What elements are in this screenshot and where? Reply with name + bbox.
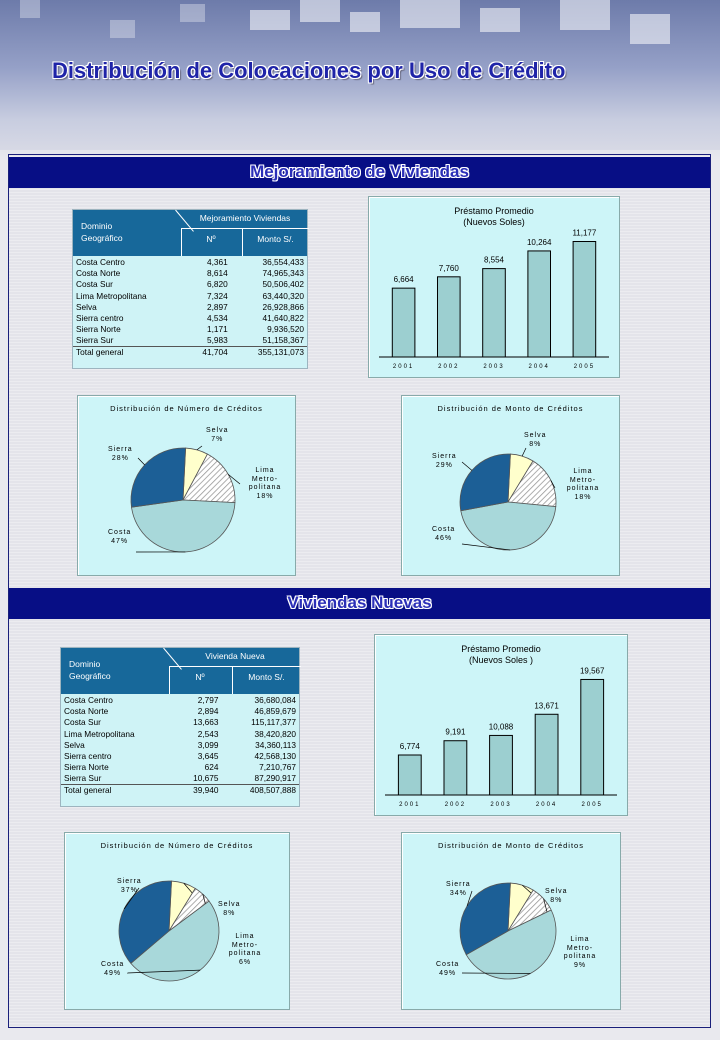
- table-cell: 1,171: [207, 324, 228, 335]
- slice-percent: 8%: [223, 909, 236, 917]
- bar: [535, 714, 558, 795]
- slice-name: Selva: [206, 427, 229, 434]
- slice-name: Selva: [524, 432, 547, 439]
- slice-label: [108, 529, 131, 546]
- table-total-row: [61, 784, 299, 795]
- table-cell: 2,894: [197, 705, 219, 716]
- bar-chart-prestamo-promedio: [374, 634, 628, 816]
- table-row: [73, 324, 307, 335]
- pie-chart-plot: [65, 833, 289, 1009]
- slice-name: Lima Metro-politana: [248, 467, 282, 491]
- col-group-header: Mejoramiento Viviendas: [181, 213, 309, 229]
- data-label: 10,088: [488, 722, 514, 732]
- table-row: [61, 705, 299, 716]
- leader-line: [138, 458, 145, 465]
- table-cell: 26,928,866: [262, 301, 304, 312]
- table-body: [61, 694, 299, 796]
- table-cell: Sierra Sur: [64, 773, 102, 784]
- slice-percent: 8%: [550, 896, 563, 904]
- slice-name: Selva: [545, 888, 568, 895]
- table-cell: Costa Sur: [64, 717, 101, 728]
- table-cell: 41,640,822: [262, 313, 304, 324]
- table-row: [61, 762, 299, 773]
- table-cell: Costa Centro: [76, 256, 125, 267]
- x-tick-label: 2002: [444, 802, 467, 808]
- table-cell: 7,324: [207, 290, 228, 301]
- section-title: Mejoramiento de Viviendas: [250, 162, 469, 181]
- table-row: [61, 773, 299, 784]
- col-header-dominio: Dominio Geográfico: [81, 221, 123, 243]
- table-cell: 4,534: [207, 313, 228, 324]
- col-header-dominio: Dominio Geográfico: [69, 659, 111, 681]
- col-header-monto: Monto S/.: [257, 234, 294, 244]
- data-label: 8,554: [483, 255, 505, 265]
- slice-name: Sierra: [446, 881, 471, 888]
- data-table: [72, 209, 308, 369]
- slice-label: [436, 961, 459, 978]
- table-cell: 7,210,767: [259, 762, 296, 773]
- slice-percent: 6%: [238, 958, 252, 966]
- table-cell: 2,543: [197, 728, 219, 739]
- table-cell: 51,158,367: [262, 335, 304, 346]
- slice-percent: 18%: [574, 493, 592, 501]
- bar: [392, 288, 415, 357]
- slice-percent: 47%: [111, 537, 129, 545]
- table-row: [73, 290, 307, 301]
- table-cell: Lima Metropolitana: [76, 290, 147, 301]
- decorative-tile: [480, 8, 520, 32]
- table-header: [61, 648, 299, 694]
- decorative-tile: [560, 0, 610, 30]
- pie-chart-monto-creditos: [401, 395, 620, 576]
- slice-name: Costa: [436, 961, 460, 968]
- table-cell: Selva: [64, 739, 85, 750]
- slice-name: Sierra: [108, 446, 133, 453]
- x-tick-label: 2004: [528, 364, 550, 370]
- table-row: [61, 750, 299, 761]
- slice-percent: 49%: [104, 969, 122, 977]
- table-cell: 41,704: [185, 346, 231, 357]
- table-row: [73, 335, 307, 346]
- pie-chart-numero-creditos: [77, 395, 296, 576]
- pie-slice: [460, 454, 510, 511]
- table-cell: 87,290,917: [254, 773, 296, 784]
- pie-chart-plot: [402, 833, 620, 1009]
- table-cell: 34,360,113: [255, 739, 296, 750]
- data-table: [60, 647, 300, 807]
- chart-subtitle: (Nuevos Soles ): [468, 655, 534, 665]
- table-cell: 39,940: [175, 784, 222, 795]
- table-header: [73, 210, 307, 256]
- slice-label: [206, 427, 229, 444]
- table-cell: Costa Centro: [64, 694, 113, 705]
- slice-percent: 9%: [573, 961, 587, 969]
- table-row: [73, 312, 307, 323]
- table-cell: 3,099: [197, 739, 219, 750]
- slice-name: Lima Metro-politana: [566, 468, 600, 492]
- chart-title: Distribución de Monto de Créditos: [437, 404, 584, 413]
- data-label: 7,760: [438, 263, 459, 273]
- table-row: [73, 267, 307, 278]
- page-header: [0, 0, 720, 150]
- chart-title: Distribución de Número de Créditos: [100, 841, 254, 850]
- table-cell: 63,440,320: [262, 290, 304, 301]
- bar: [581, 679, 604, 795]
- table-body: [73, 256, 307, 358]
- slice-label: [524, 432, 547, 449]
- slice-percent: 28%: [111, 454, 129, 462]
- x-tick-label: 2001: [399, 802, 421, 808]
- table-total-row: [73, 346, 307, 357]
- slice-percent: 37%: [120, 886, 138, 894]
- table-cell: 42,568,130: [254, 751, 296, 762]
- x-tick-label: 2005: [573, 364, 596, 370]
- slice-percent: 8%: [529, 440, 542, 448]
- slice-percent: 46%: [435, 534, 453, 542]
- table-cell: 355,131,073: [231, 346, 307, 357]
- table-cell: 2,797: [197, 694, 219, 705]
- table-cell: Costa Norte: [64, 705, 109, 716]
- chart-title-text: Préstamo Promedio: [461, 644, 541, 654]
- table-cell: Sierra Norte: [76, 324, 121, 335]
- bar-chart-plot: [369, 197, 619, 377]
- table-cell: 10,675: [193, 773, 219, 784]
- table-row: [73, 256, 307, 267]
- table-cell: 2,897: [207, 301, 228, 312]
- chart-title: Distribución de Número de Créditos: [110, 404, 263, 413]
- decorative-tile: [180, 4, 205, 22]
- slice-percent: 18%: [256, 492, 274, 500]
- table-cell: 13,663: [193, 717, 219, 728]
- leader-line: [462, 462, 472, 470]
- table-cell: Total general: [61, 784, 175, 795]
- slice-name: Costa: [101, 961, 125, 968]
- table-cell: Total general: [73, 346, 185, 357]
- pie-slice: [131, 448, 186, 507]
- col-group-header: Vivienda Nueva: [169, 651, 301, 667]
- slice-name: Lima Metro-politana: [228, 933, 262, 957]
- decorative-tile: [630, 14, 670, 44]
- data-label: 13,671: [534, 701, 559, 711]
- slice-label: [218, 901, 241, 918]
- table-cell: 46,859,679: [254, 705, 296, 716]
- slice-label: [565, 468, 601, 502]
- slice-label: [117, 878, 142, 895]
- slice-label: [247, 467, 283, 501]
- table-cell: Sierra centro: [64, 751, 112, 762]
- col-header-n: Nº: [195, 672, 205, 682]
- data-label: 6,664: [393, 275, 414, 285]
- table-row: [73, 279, 307, 290]
- col-header-n: Nº: [206, 234, 216, 244]
- bar: [444, 741, 467, 795]
- table-cell: 6,820: [207, 279, 228, 290]
- table-cell: 50,506,402: [262, 279, 304, 290]
- pie-slice: [131, 500, 234, 552]
- table-row: [61, 739, 299, 750]
- bar: [573, 242, 596, 357]
- decorative-tile: [110, 20, 135, 38]
- table-cell: 9,936,520: [267, 324, 304, 335]
- table-cell: Costa Sur: [76, 279, 113, 290]
- table-cell: 36,554,433: [262, 256, 304, 267]
- slice-label: [432, 453, 457, 470]
- section-banner: [9, 588, 710, 619]
- bar: [483, 269, 506, 357]
- slice-name: Costa: [108, 529, 132, 536]
- pie-chart-monto-creditos: [401, 832, 621, 1010]
- chart-title-text: Préstamo Promedio: [454, 206, 534, 216]
- data-label: 11,177: [572, 228, 597, 238]
- x-tick-label: 2002: [438, 364, 460, 370]
- table-cell: Sierra Norte: [64, 762, 109, 773]
- leader-line: [197, 446, 202, 450]
- x-tick-label: 2004: [535, 802, 558, 808]
- slice-name: Sierra: [432, 453, 457, 460]
- table-cell: 408,507,888: [221, 784, 299, 795]
- decorative-tile: [250, 10, 290, 30]
- data-label: 6,774: [399, 742, 420, 752]
- table-cell: 624: [204, 762, 219, 773]
- pie-chart-numero-creditos: [64, 832, 290, 1010]
- bar: [528, 251, 551, 357]
- data-label: 9,191: [445, 727, 466, 737]
- table-cell: 4,361: [207, 256, 228, 267]
- bar: [398, 755, 421, 795]
- leader-line: [522, 448, 526, 456]
- table-row: [61, 717, 299, 728]
- x-tick-label: 2003: [483, 364, 505, 370]
- slice-label: [432, 526, 455, 543]
- slice-percent: 29%: [435, 461, 453, 469]
- col-header-monto: Monto S/.: [248, 672, 285, 682]
- slice-percent: 34%: [449, 889, 467, 897]
- table-cell: 8,614: [207, 267, 228, 278]
- section-banner: [9, 157, 710, 188]
- decorative-tile: [300, 0, 340, 22]
- decorative-tile: [400, 0, 460, 28]
- slice-label: [101, 961, 124, 978]
- slice-name: Sierra: [117, 878, 142, 885]
- table-cell: 74,965,343: [262, 267, 304, 278]
- slice-percent: 7%: [211, 435, 224, 443]
- x-tick-label: 2003: [490, 802, 512, 808]
- slice-name: Lima Metro-politana: [563, 936, 597, 960]
- bar: [490, 735, 513, 795]
- slice-label: [108, 446, 133, 463]
- chart-title: Distribución de Monto de Créditos: [438, 841, 584, 850]
- table-row: [73, 301, 307, 312]
- table-row: [61, 728, 299, 739]
- bar-chart-prestamo-promedio: [368, 196, 620, 378]
- x-tick-label: 2001: [392, 364, 415, 370]
- slice-label: [562, 936, 598, 970]
- table-cell: 5,983: [207, 335, 228, 346]
- table-cell: Lima Metropolitana: [64, 728, 135, 739]
- table-row: [61, 694, 299, 705]
- table-cell: Sierra centro: [76, 313, 124, 324]
- slice-name: Costa: [432, 526, 456, 533]
- data-label: 19,567: [579, 666, 605, 676]
- slice-percent: 49%: [439, 969, 457, 977]
- page-title: Distribución de Colocaciones por Uso de Crédito: [52, 58, 566, 83]
- table-cell: 38,420,820: [254, 728, 296, 739]
- slice-name: Selva: [218, 901, 241, 908]
- slice-label: [446, 881, 471, 898]
- bar-chart-plot: [375, 635, 627, 815]
- section-title: Viviendas Nuevas: [287, 593, 432, 612]
- decorative-tile: [350, 12, 380, 32]
- table-cell: 36,680,084: [254, 694, 296, 705]
- table-cell: Costa Norte: [76, 267, 121, 278]
- bar: [438, 277, 461, 357]
- data-label: 10,264: [526, 237, 552, 247]
- x-tick-label: 2005: [581, 802, 603, 808]
- table-cell: 3,645: [197, 751, 219, 762]
- table-cell: Selva: [76, 301, 97, 312]
- slice-label: [545, 888, 568, 905]
- decorative-tile: [20, 0, 40, 18]
- chart-subtitle: (Nuevos Soles): [463, 217, 525, 227]
- pie-slice: [461, 502, 556, 550]
- slice-label: [227, 933, 263, 967]
- table-cell: Sierra Sur: [76, 335, 114, 346]
- table-cell: 115,117,377: [251, 717, 296, 728]
